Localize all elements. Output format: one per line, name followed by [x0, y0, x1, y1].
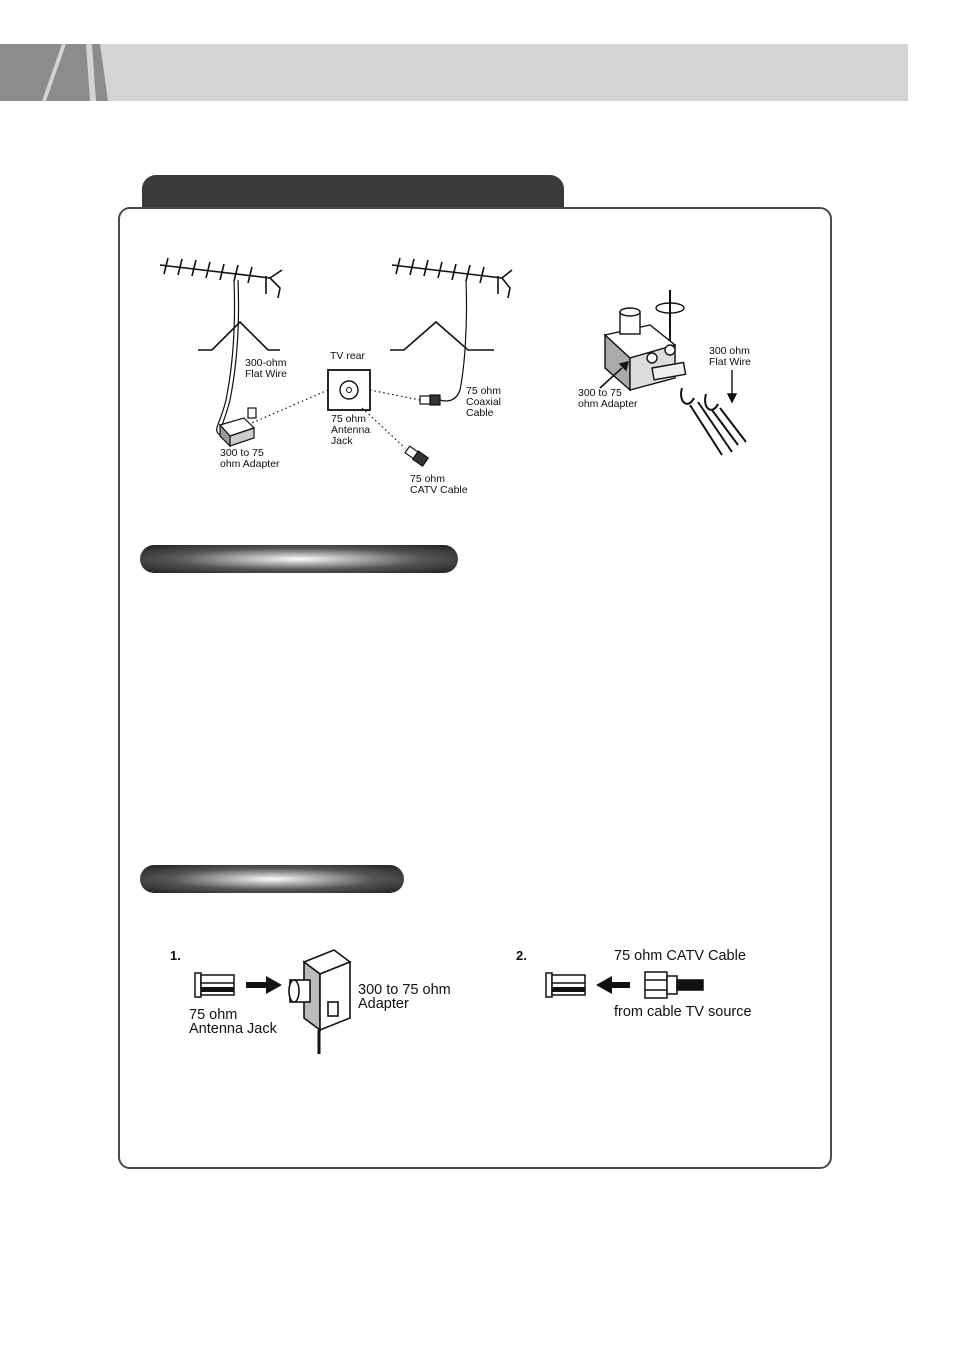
right-adapter-label: 300 to 75 ohm Adapter	[578, 387, 638, 410]
arrow-right-icon	[246, 976, 282, 994]
antenna-diagram-left	[150, 250, 510, 510]
step-2-source-label: from cable TV source	[614, 1004, 752, 1020]
catv-cable-label: 75 ohm CATV Cable	[410, 473, 468, 496]
step-2-cable-label: 75 ohm CATV Cable	[614, 948, 746, 964]
antenna-jack-label: 75 ohm Antenna Jack	[331, 413, 371, 447]
coaxial-cable-label: 75 ohm Coaxial Cable	[466, 385, 502, 419]
step-1-jack-label: 75 ohm Antenna Jack	[189, 1007, 277, 1037]
step-1-number: 1.	[170, 948, 181, 963]
section-header-bar-2	[140, 865, 404, 893]
adapter-closeup-diagram	[590, 290, 760, 465]
adapter-icon	[290, 946, 354, 1058]
section-tab	[142, 175, 564, 211]
tv-rear-label: TV rear	[330, 350, 366, 362]
arrow-left-icon	[596, 976, 630, 994]
antenna-jack-icon	[194, 972, 236, 1000]
step-1-adapter-label: 300 to 75 ohm Adapter	[358, 982, 451, 1012]
step-2-number: 2.	[516, 948, 527, 963]
adapter-label: 300 to 75 ohm Adapter	[220, 447, 280, 470]
section-header-bar-1	[140, 545, 458, 573]
right-flat-wire-label: 300 ohm Flat Wire	[709, 345, 751, 368]
antenna-jack-icon-2	[545, 972, 587, 1000]
flat-wire-label: 300-ohm Flat Wire	[245, 357, 287, 380]
header-bar	[0, 44, 908, 101]
catv-connector-icon	[644, 968, 704, 1002]
header-stripes	[0, 44, 130, 101]
